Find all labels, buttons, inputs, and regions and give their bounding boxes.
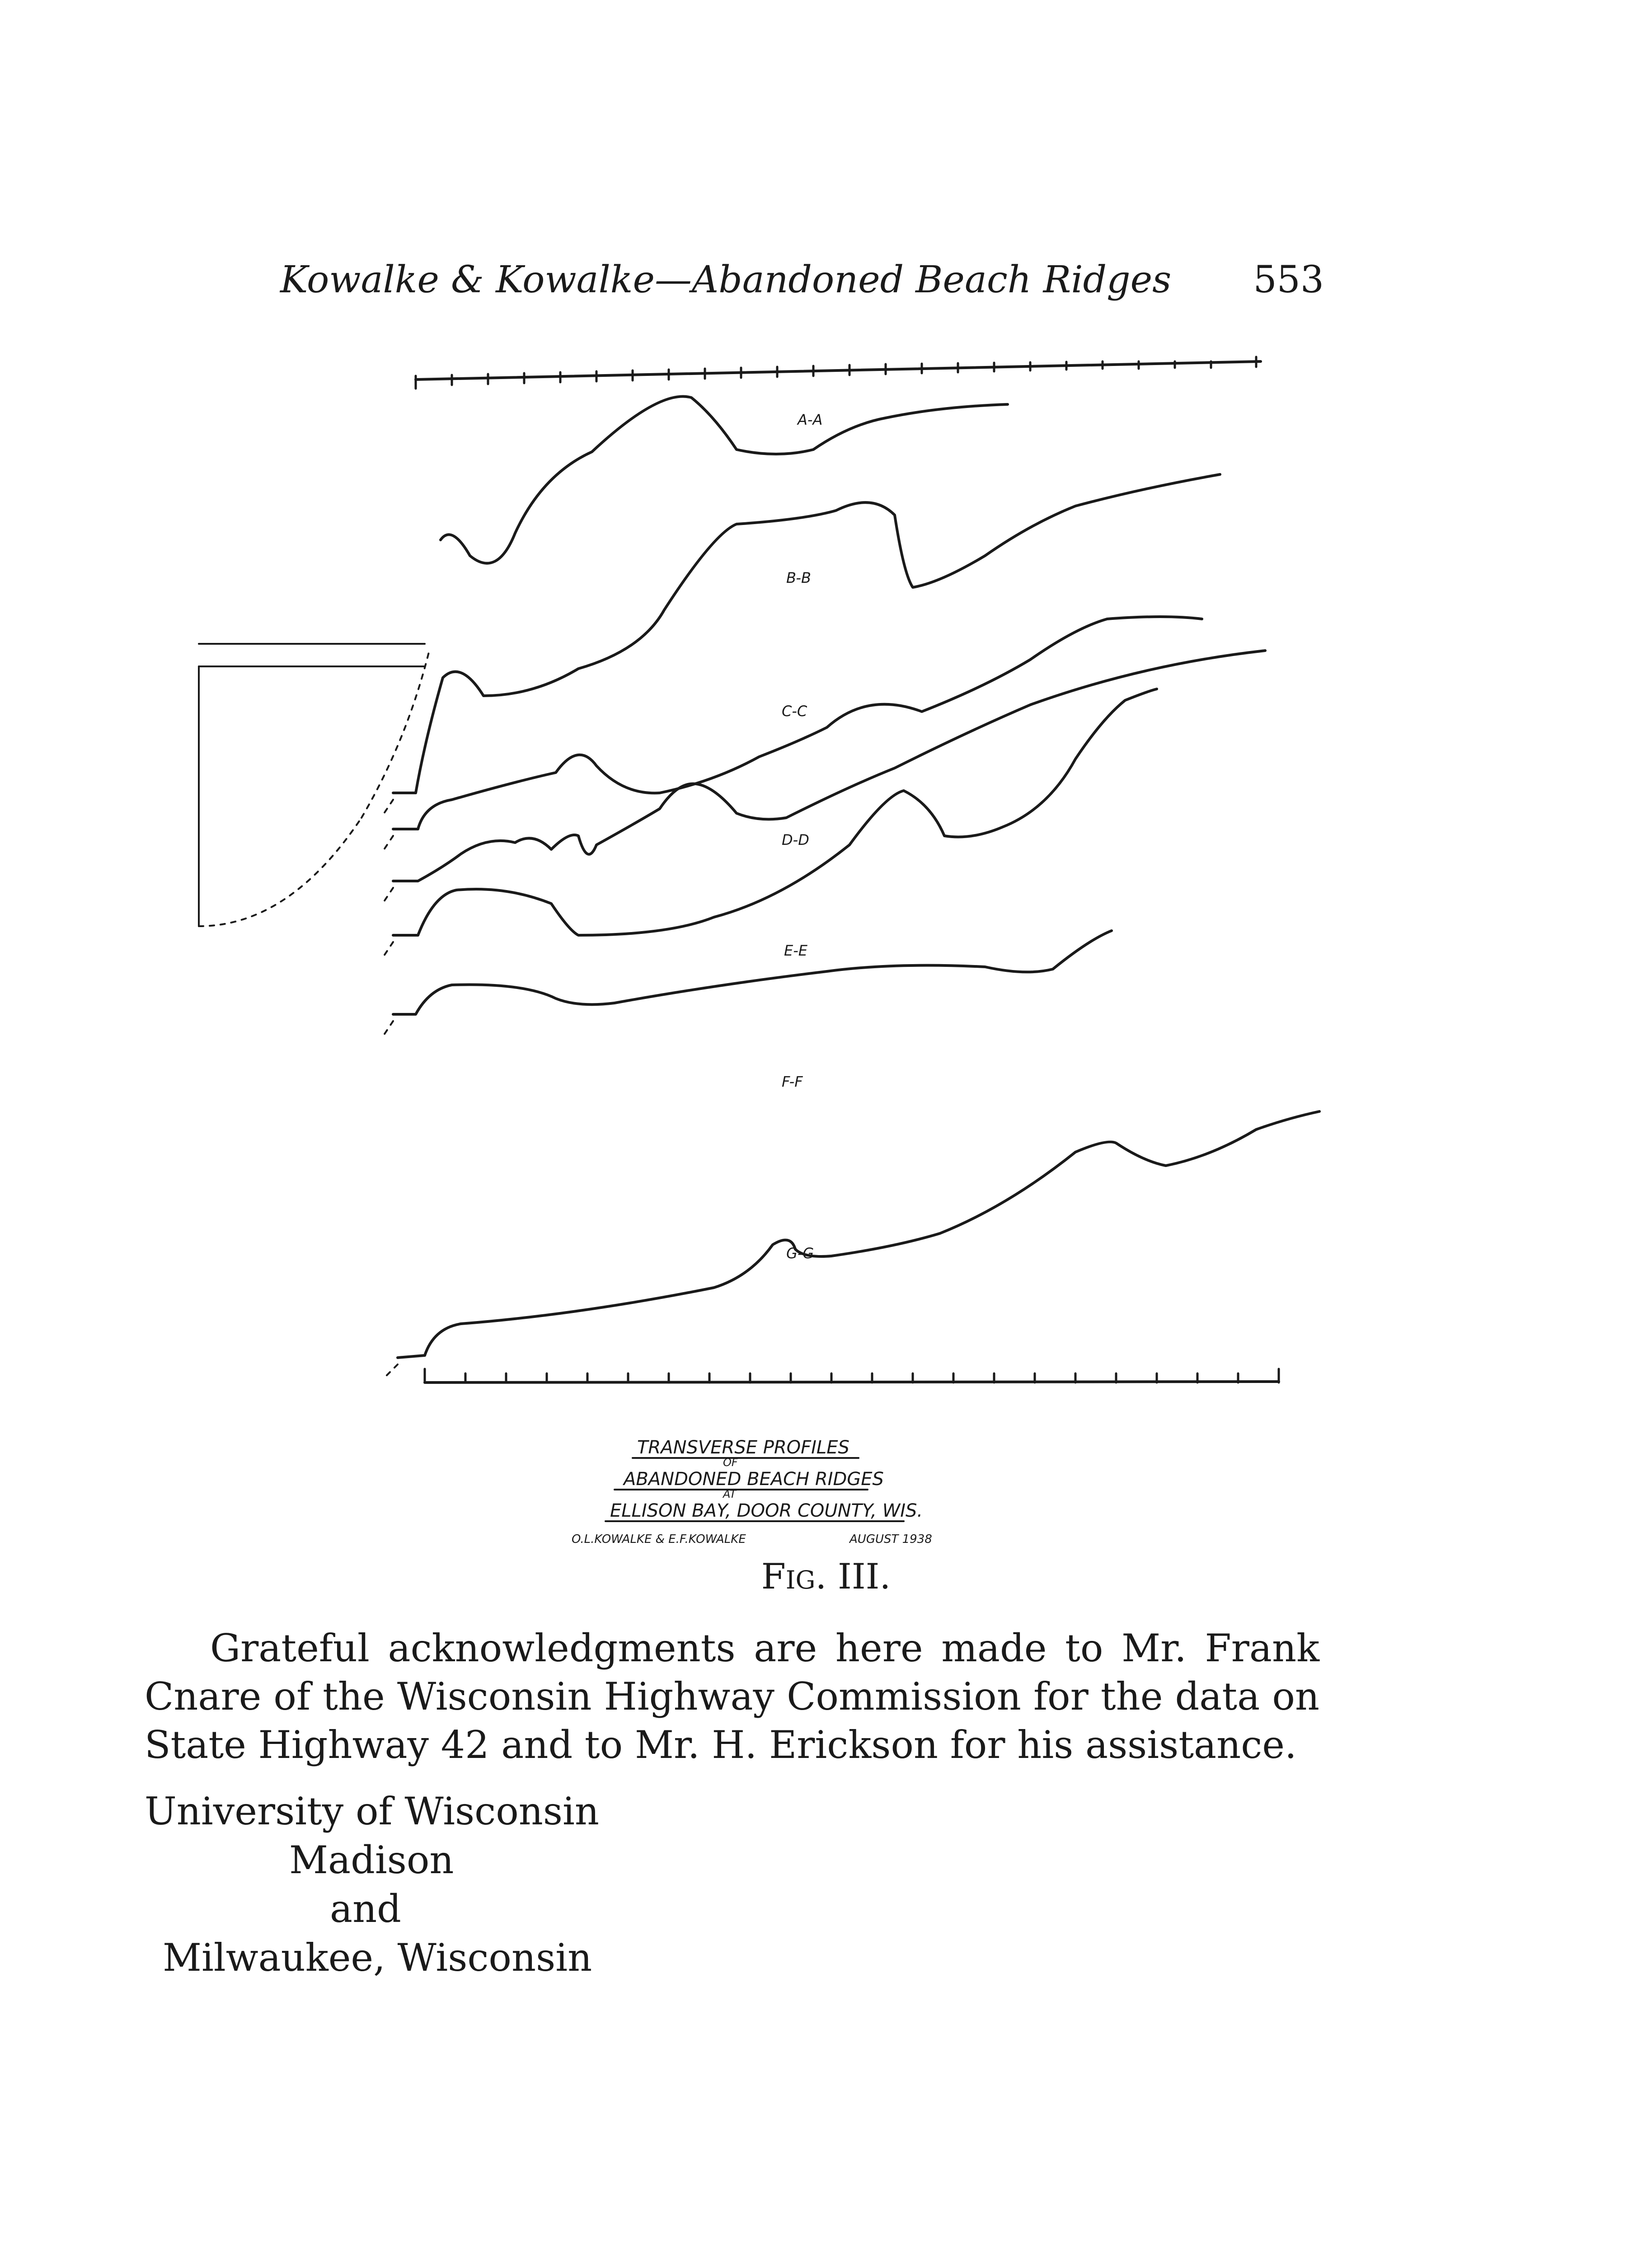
profile-label-b-b: B-B (786, 569, 811, 586)
acknowledgment (145, 1624, 1319, 1769)
profile-g-g (398, 1111, 1319, 1358)
figure-caption: Fig. III. (761, 1556, 891, 1597)
profile-b-b (393, 474, 1220, 793)
running-head (280, 253, 1324, 307)
profile-d-d (393, 651, 1265, 881)
profile-label-c-c: C-C (782, 703, 807, 720)
running-head-title: Kowalke & Kowalke—Abandoned Beach Ridges (280, 258, 1172, 301)
top-scale-bar (416, 357, 1261, 389)
profile-label-g-g: G-G (786, 1245, 814, 1262)
legend-line-3: ABANDONED BEACH RIDGES (624, 1469, 884, 1490)
profile-label-e-e: E-E (784, 942, 807, 959)
profile-label-f-f: F-F (782, 1073, 803, 1090)
affiliation-line-1: University of Wisconsin (145, 1789, 599, 1833)
profile-label-d-d: D-D (782, 831, 809, 848)
legend-line-1: TRANSVERSE PROFILES (637, 1437, 849, 1458)
profile-f-f (393, 931, 1112, 1014)
figure-transverse-profiles (172, 334, 1292, 1546)
legend-line-2: OF (723, 1456, 738, 1469)
left-reference-lines (199, 644, 429, 926)
legend-line-4: AT (723, 1488, 737, 1500)
acknowledgment-paragraph: Grateful acknowledgments are here made to Mr. Frank Cnare of the Wisconsin Highway Commission for the data on State Highway 42 and to Mr. H. Erickson for his assistance. (145, 1626, 1319, 1767)
affiliation (145, 1787, 777, 1982)
affiliation-line-2: Madison (289, 1838, 454, 1882)
legend-date: AUGUST 1938 (849, 1533, 932, 1546)
legend-authors: O.L.KOWALKE & E.F.KOWALKE (572, 1533, 746, 1546)
bottom-scale-bar (425, 1369, 1279, 1383)
profiles-drawing (172, 334, 1292, 1546)
profile-c-c (393, 617, 1202, 829)
profile-label-a-a: A-A (798, 411, 823, 428)
affiliation-line-4: Milwaukee, Wisconsin (163, 1936, 592, 1980)
affiliation-line-3: and (330, 1887, 401, 1931)
profile-a-a (441, 397, 1008, 563)
legend-line-5: ELLISON BAY, DOOR COUNTY, WIS. (610, 1500, 923, 1521)
page-number: 553 (1253, 258, 1324, 301)
profile-e-e (393, 689, 1157, 935)
